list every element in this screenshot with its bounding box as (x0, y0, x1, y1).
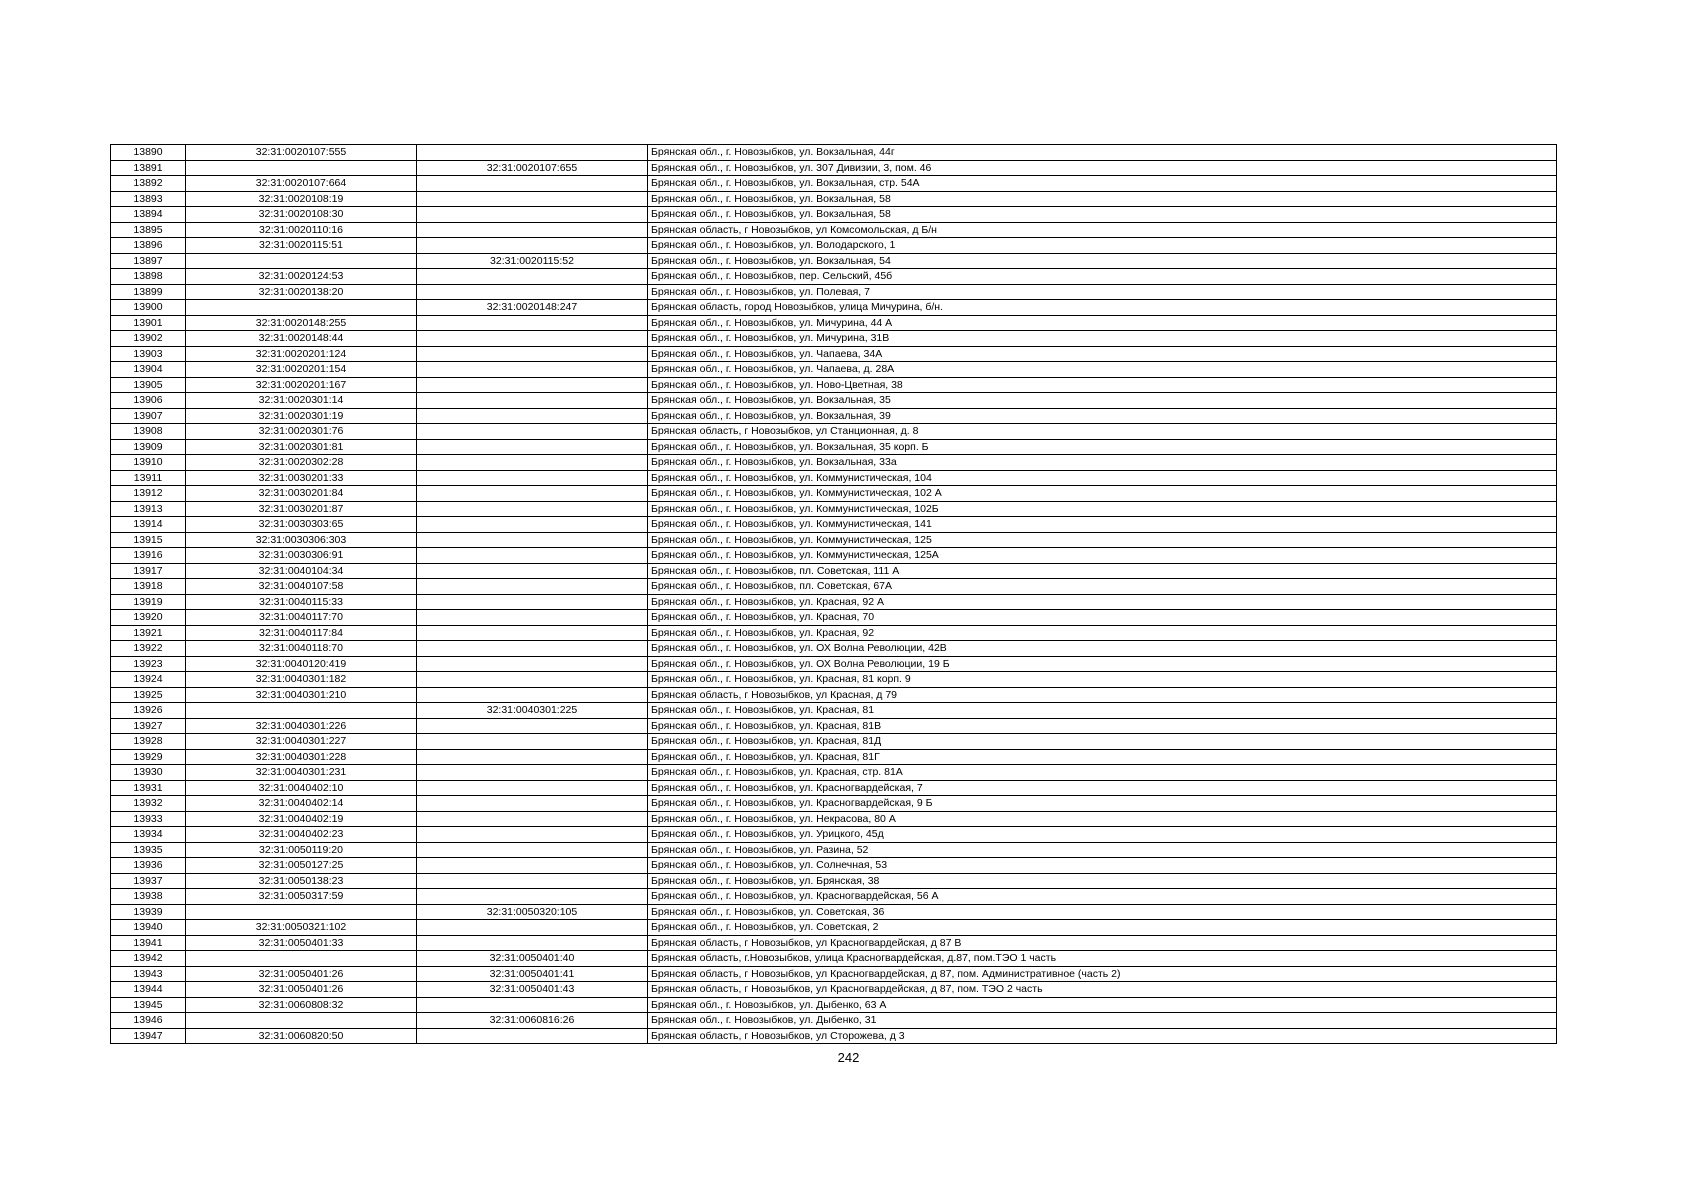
object-number-cell (417, 424, 648, 440)
cadastral-number-cell: 32:31:0050401:33 (186, 935, 417, 951)
cadastral-number-cell: 32:31:0020107:555 (186, 145, 417, 161)
address-cell: Брянская обл., г. Новозыбков, ул. Советская, 2 (648, 920, 1557, 936)
object-number-cell (417, 827, 648, 843)
address-cell: Брянская обл., г. Новозыбков, ул. Красная, 81Д (648, 734, 1557, 750)
row-number-cell: 13918 (111, 579, 186, 595)
address-cell: Брянская область, г Новозыбков, ул Станционная, д. 8 (648, 424, 1557, 440)
object-number-cell (417, 408, 648, 424)
row-number-cell: 13901 (111, 315, 186, 331)
object-number-cell (417, 796, 648, 812)
object-number-cell: 32:31:0050401:40 (417, 951, 648, 967)
cadastral-number-cell: 32:31:0020302:28 (186, 455, 417, 471)
table-row (111, 191, 1557, 207)
row-number-cell: 13906 (111, 393, 186, 409)
cadastral-table (110, 144, 1557, 1044)
table-row (111, 238, 1557, 254)
object-number-cell (417, 811, 648, 827)
table-row (111, 873, 1557, 889)
table-row (111, 160, 1557, 176)
object-number-cell (417, 625, 648, 641)
address-cell: Брянская обл., г. Новозыбков, ул. Коммунистическая, 141 (648, 517, 1557, 533)
table-row (111, 765, 1557, 781)
cadastral-number-cell (186, 1013, 417, 1029)
table-row (111, 641, 1557, 657)
cadastral-number-cell: 32:31:0020107:664 (186, 176, 417, 192)
address-cell: Брянская обл., г. Новозыбков, ул. Ново-Цветная, 38 (648, 377, 1557, 393)
address-cell: Брянская обл., г. Новозыбков, ул. Дыбенко, 63 А (648, 997, 1557, 1013)
table-row (111, 579, 1557, 595)
address-cell: Брянская обл., г. Новозыбков, пер. Сельский, 45б (648, 269, 1557, 285)
address-cell: Брянская обл., г. Новозыбков, ул. ОХ Волна Революции, 42В (648, 641, 1557, 657)
address-cell: Брянская область, город Новозыбков, улица Мичурина, б/н. (648, 300, 1557, 316)
row-number-cell: 13910 (111, 455, 186, 471)
table-row (111, 718, 1557, 734)
address-cell: Брянская обл., г. Новозыбков, ул. Красногвардейская, 9 Б (648, 796, 1557, 812)
cadastral-number-cell: 32:31:0060820:50 (186, 1028, 417, 1044)
cadastral-number-cell: 32:31:0040104:34 (186, 563, 417, 579)
cadastral-number-cell: 32:31:0020301:81 (186, 439, 417, 455)
table-row (111, 656, 1557, 672)
page-number: 242 (837, 1050, 860, 1065)
table-row (111, 346, 1557, 362)
object-number-cell (417, 718, 648, 734)
address-cell: Брянская обл., г. Новозыбков, ул. Советская, 36 (648, 904, 1557, 920)
cadastral-number-cell: 32:31:0030303:65 (186, 517, 417, 533)
object-number-cell (417, 765, 648, 781)
row-number-cell: 13903 (111, 346, 186, 362)
cadastral-number-cell: 32:31:0040402:19 (186, 811, 417, 827)
table-row (111, 889, 1557, 905)
object-number-cell (417, 501, 648, 517)
cadastral-number-cell: 32:31:0040115:33 (186, 594, 417, 610)
address-cell: Брянская обл., г. Новозыбков, ул. Красногвардейская, 56 А (648, 889, 1557, 905)
table-row (111, 408, 1557, 424)
row-number-cell: 13909 (111, 439, 186, 455)
address-cell: Брянская область, г Новозыбков, ул Красногвардейская, д 87 В (648, 935, 1557, 951)
row-number-cell: 13913 (111, 501, 186, 517)
address-cell: Брянская обл., г. Новозыбков, ул. Солнечная, 53 (648, 858, 1557, 874)
cadastral-number-cell: 32:31:0020301:19 (186, 408, 417, 424)
table-row (111, 827, 1557, 843)
cadastral-number-cell: 32:31:0040120:419 (186, 656, 417, 672)
address-cell: Брянская обл., г. Новозыбков, ул. Урицкого, 45д (648, 827, 1557, 843)
cadastral-number-cell: 32:31:0040301:228 (186, 749, 417, 765)
cadastral-number-cell (186, 160, 417, 176)
table-row (111, 331, 1557, 347)
table-row (111, 548, 1557, 564)
cadastral-number-cell: 32:31:0030201:84 (186, 486, 417, 502)
row-number-cell: 13912 (111, 486, 186, 502)
row-number-cell: 13916 (111, 548, 186, 564)
object-number-cell (417, 997, 648, 1013)
object-number-cell (417, 470, 648, 486)
table-row (111, 501, 1557, 517)
row-number-cell: 13947 (111, 1028, 186, 1044)
table-row (111, 904, 1557, 920)
row-number-cell: 13940 (111, 920, 186, 936)
row-number-cell: 13902 (111, 331, 186, 347)
cadastral-number-cell (186, 904, 417, 920)
cadastral-number-cell: 32:31:0040301:227 (186, 734, 417, 750)
cadastral-number-cell: 32:31:0020148:44 (186, 331, 417, 347)
address-cell: Брянская обл., г. Новозыбков, ул. Вокзальная, 54 (648, 253, 1557, 269)
object-number-cell (417, 935, 648, 951)
cadastral-number-cell: 32:31:0020148:255 (186, 315, 417, 331)
object-number-cell (417, 532, 648, 548)
address-cell: Брянская обл., г. Новозыбков, ул. Красная, 70 (648, 610, 1557, 626)
address-cell: Брянская обл., г. Новозыбков, ул. Коммунистическая, 104 (648, 470, 1557, 486)
object-number-cell: 32:31:0020115:52 (417, 253, 648, 269)
cadastral-number-cell: 32:31:0020301:76 (186, 424, 417, 440)
row-number-cell: 13935 (111, 842, 186, 858)
address-cell: Брянская обл., г. Новозыбков, ул. Чапаева, 34А (648, 346, 1557, 362)
address-cell: Брянская обл., г. Новозыбков, ул. Красная, 81В (648, 718, 1557, 734)
object-number-cell (417, 687, 648, 703)
address-cell: Брянская обл., г. Новозыбков, пл. Советская, 111 А (648, 563, 1557, 579)
table-row (111, 284, 1557, 300)
table-row (111, 362, 1557, 378)
table-row (111, 749, 1557, 765)
object-number-cell (417, 238, 648, 254)
address-cell: Брянская обл., г. Новозыбков, ул. Вокзальная, 39 (648, 408, 1557, 424)
row-number-cell: 13924 (111, 672, 186, 688)
object-number-cell (417, 346, 648, 362)
object-number-cell (417, 780, 648, 796)
table-row (111, 517, 1557, 533)
row-number-cell: 13927 (111, 718, 186, 734)
table-row (111, 176, 1557, 192)
cadastral-number-cell: 32:31:0040301:226 (186, 718, 417, 734)
address-cell: Брянская область, г Новозыбков, ул Красная, д 79 (648, 687, 1557, 703)
row-number-cell: 13900 (111, 300, 186, 316)
object-number-cell: 32:31:0050401:41 (417, 966, 648, 982)
object-number-cell (417, 393, 648, 409)
address-cell: Брянская обл., г. Новозыбков, ул. Вокзальная, 58 (648, 191, 1557, 207)
cadastral-number-cell: 32:31:0050138:23 (186, 873, 417, 889)
cadastral-number-cell (186, 951, 417, 967)
cadastral-number-cell: 32:31:0050321:102 (186, 920, 417, 936)
table-row (111, 734, 1557, 750)
row-number-cell: 13933 (111, 811, 186, 827)
address-cell: Брянская обл., г. Новозыбков, ул. Мичурина, 31В (648, 331, 1557, 347)
address-cell: Брянская обл., г. Новозыбков, ул. Вокзальная, 58 (648, 207, 1557, 223)
object-number-cell (417, 455, 648, 471)
cadastral-number-cell: 32:31:0040301:182 (186, 672, 417, 688)
object-number-cell (417, 145, 648, 161)
address-cell: Брянская обл., г. Новозыбков, ул. Некрасова, 80 А (648, 811, 1557, 827)
object-number-cell (417, 284, 648, 300)
table-row (111, 455, 1557, 471)
row-number-cell: 13942 (111, 951, 186, 967)
row-number-cell: 13922 (111, 641, 186, 657)
address-cell: Брянская область, г Новозыбков, ул Красногвардейская, д 87, пом. ТЭО 2 часть (648, 982, 1557, 998)
table-row (111, 424, 1557, 440)
cadastral-number-cell: 32:31:0020124:53 (186, 269, 417, 285)
cadastral-number-cell: 32:31:0040118:70 (186, 641, 417, 657)
table-row (111, 269, 1557, 285)
object-number-cell (417, 858, 648, 874)
cadastral-number-cell: 32:31:0040301:210 (186, 687, 417, 703)
table-row (111, 780, 1557, 796)
row-number-cell: 13946 (111, 1013, 186, 1029)
address-cell: Брянская область, г.Новозыбков, улица Красногвардейская, д.87, пом.ТЭО 1 часть (648, 951, 1557, 967)
address-cell: Брянская обл., г. Новозыбков, ул. Вокзальная, 33а (648, 455, 1557, 471)
table-row (111, 1028, 1557, 1044)
table-row (111, 951, 1557, 967)
address-cell: Брянская обл., г. Новозыбков, ул. Полевая, 7 (648, 284, 1557, 300)
row-number-cell: 13914 (111, 517, 186, 533)
address-cell: Брянская обл., г. Новозыбков, ул. Дыбенко, 31 (648, 1013, 1557, 1029)
table-row (111, 439, 1557, 455)
address-cell: Брянская обл., г. Новозыбков, ул. Красная, 81 (648, 703, 1557, 719)
table-row (111, 610, 1557, 626)
address-cell: Брянская обл., г. Новозыбков, пл. Советская, 67А (648, 579, 1557, 595)
row-number-cell: 13926 (111, 703, 186, 719)
address-cell: Брянская обл., г. Новозыбков, ул. Разина, 52 (648, 842, 1557, 858)
row-number-cell: 13943 (111, 966, 186, 982)
cadastral-number-cell: 32:31:0050401:26 (186, 982, 417, 998)
cadastral-number-cell: 32:31:0030306:303 (186, 532, 417, 548)
address-cell: Брянская обл., г. Новозыбков, ул. Красная, 81 корп. 9 (648, 672, 1557, 688)
cadastral-number-cell: 32:31:0040107:58 (186, 579, 417, 595)
address-cell: Брянская обл., г. Новозыбков, ул. Володарского, 1 (648, 238, 1557, 254)
table-row (111, 920, 1557, 936)
address-cell: Брянская обл., г. Новозыбков, ул. Красная, 92 А (648, 594, 1557, 610)
row-number-cell: 13937 (111, 873, 186, 889)
row-number-cell: 13908 (111, 424, 186, 440)
cadastral-number-cell: 32:31:0020108:19 (186, 191, 417, 207)
address-cell: Брянская обл., г. Новозыбков, ул. Коммунистическая, 102Б (648, 501, 1557, 517)
address-cell: Брянская обл., г. Новозыбков, ул. Брянская, 38 (648, 873, 1557, 889)
cadastral-number-cell: 32:31:0020201:167 (186, 377, 417, 393)
address-cell: Брянская обл., г. Новозыбков, ул. Вокзальная, стр. 54А (648, 176, 1557, 192)
row-number-cell: 13939 (111, 904, 186, 920)
cadastral-table-body (111, 145, 1557, 1044)
object-number-cell (417, 873, 648, 889)
object-number-cell (417, 889, 648, 905)
address-cell: Брянская область, г Новозыбков, ул Сторожева, д 3 (648, 1028, 1557, 1044)
table-row (111, 253, 1557, 269)
table-row (111, 145, 1557, 161)
row-number-cell: 13917 (111, 563, 186, 579)
table-row (111, 796, 1557, 812)
row-number-cell: 13897 (111, 253, 186, 269)
cadastral-number-cell: 32:31:0030201:87 (186, 501, 417, 517)
address-cell: Брянская обл., г. Новозыбков, ул. Вокзальная, 35 корп. Б (648, 439, 1557, 455)
table-row (111, 966, 1557, 982)
object-number-cell (417, 269, 648, 285)
address-cell: Брянская обл., г. Новозыбков, ул. Красная, 92 (648, 625, 1557, 641)
object-number-cell (417, 548, 648, 564)
address-cell: Брянская обл., г. Новозыбков, ул. Коммунистическая, 102 А (648, 486, 1557, 502)
row-number-cell: 13941 (111, 935, 186, 951)
table-row (111, 470, 1557, 486)
row-number-cell: 13896 (111, 238, 186, 254)
address-cell: Брянская область, г Новозыбков, ул Комсомольская, д Б/н (648, 222, 1557, 238)
cadastral-number-cell (186, 300, 417, 316)
row-number-cell: 13907 (111, 408, 186, 424)
object-number-cell (417, 191, 648, 207)
row-number-cell: 13899 (111, 284, 186, 300)
object-number-cell (417, 222, 648, 238)
table-row (111, 703, 1557, 719)
row-number-cell: 13944 (111, 982, 186, 998)
row-number-cell: 13938 (111, 889, 186, 905)
row-number-cell: 13932 (111, 796, 186, 812)
table-row (111, 594, 1557, 610)
object-number-cell (417, 517, 648, 533)
table-row (111, 1013, 1557, 1029)
table-row (111, 377, 1557, 393)
cadastral-number-cell: 32:31:0030306:91 (186, 548, 417, 564)
table-row (111, 842, 1557, 858)
object-number-cell (417, 594, 648, 610)
cadastral-number-cell: 32:31:0020138:20 (186, 284, 417, 300)
address-cell: Брянская обл., г. Новозыбков, ул. Коммунистическая, 125А (648, 548, 1557, 564)
object-number-cell (417, 207, 648, 223)
cadastral-number-cell: 32:31:0020115:51 (186, 238, 417, 254)
cadastral-number-cell: 32:31:0050119:20 (186, 842, 417, 858)
row-number-cell: 13923 (111, 656, 186, 672)
table-row (111, 625, 1557, 641)
cadastral-number-cell: 32:31:0040117:70 (186, 610, 417, 626)
object-number-cell (417, 734, 648, 750)
table-row (111, 300, 1557, 316)
cadastral-number-cell (186, 253, 417, 269)
address-cell: Брянская обл., г. Новозыбков, ул. ОХ Волна Революции, 19 Б (648, 656, 1557, 672)
row-number-cell: 13890 (111, 145, 186, 161)
address-cell: Брянская обл., г. Новозыбков, ул. Вокзальная, 44г (648, 145, 1557, 161)
object-number-cell (417, 377, 648, 393)
address-cell: Брянская обл., г. Новозыбков, ул. Красная, 81Г (648, 749, 1557, 765)
object-number-cell: 32:31:0020107:655 (417, 160, 648, 176)
table-row (111, 563, 1557, 579)
address-cell: Брянская обл., г. Новозыбков, ул. Мичурина, 44 А (648, 315, 1557, 331)
row-number-cell: 13895 (111, 222, 186, 238)
object-number-cell (417, 749, 648, 765)
cadastral-number-cell (186, 703, 417, 719)
address-cell: Брянская область, г Новозыбков, ул Красногвардейская, д 87, пом. Административное (часть 2) (648, 966, 1557, 982)
row-number-cell: 13931 (111, 780, 186, 796)
object-number-cell (417, 486, 648, 502)
row-number-cell: 13919 (111, 594, 186, 610)
object-number-cell: 32:31:0050320:105 (417, 904, 648, 920)
cadastral-number-cell: 32:31:0020110:16 (186, 222, 417, 238)
object-number-cell (417, 672, 648, 688)
cadastral-number-cell: 32:31:0040301:231 (186, 765, 417, 781)
row-number-cell: 13894 (111, 207, 186, 223)
row-number-cell: 13892 (111, 176, 186, 192)
table-row (111, 486, 1557, 502)
address-cell: Брянская обл., г. Новозыбков, ул. 307 Дивизии, 3, пом. 46 (648, 160, 1557, 176)
cadastral-number-cell: 32:31:0050317:59 (186, 889, 417, 905)
row-number-cell: 13891 (111, 160, 186, 176)
object-number-cell: 32:31:0060816:26 (417, 1013, 648, 1029)
table-row (111, 997, 1557, 1013)
row-number-cell: 13934 (111, 827, 186, 843)
address-cell: Брянская обл., г. Новозыбков, ул. Вокзальная, 35 (648, 393, 1557, 409)
row-number-cell: 13928 (111, 734, 186, 750)
row-number-cell: 13915 (111, 532, 186, 548)
object-number-cell (417, 439, 648, 455)
row-number-cell: 13904 (111, 362, 186, 378)
object-number-cell (417, 176, 648, 192)
row-number-cell: 13929 (111, 749, 186, 765)
object-number-cell: 32:31:0020148:247 (417, 300, 648, 316)
cadastral-number-cell: 32:31:0040402:23 (186, 827, 417, 843)
row-number-cell: 13898 (111, 269, 186, 285)
table-row (111, 672, 1557, 688)
cadastral-number-cell: 32:31:0020108:30 (186, 207, 417, 223)
table-row (111, 687, 1557, 703)
object-number-cell (417, 656, 648, 672)
row-number-cell: 13911 (111, 470, 186, 486)
object-number-cell (417, 315, 648, 331)
object-number-cell (417, 362, 648, 378)
cadastral-number-cell: 32:31:0050401:26 (186, 966, 417, 982)
row-number-cell: 13921 (111, 625, 186, 641)
cadastral-number-cell: 32:31:0060808:32 (186, 997, 417, 1013)
row-number-cell: 13936 (111, 858, 186, 874)
cadastral-number-cell: 32:31:0020301:14 (186, 393, 417, 409)
object-number-cell (417, 842, 648, 858)
table-row (111, 811, 1557, 827)
table-row (111, 858, 1557, 874)
address-cell: Брянская обл., г. Новозыбков, ул. Красная, стр. 81А (648, 765, 1557, 781)
address-cell: Брянская обл., г. Новозыбков, ул. Чапаева, д. 28А (648, 362, 1557, 378)
cadastral-number-cell: 32:31:0040117:84 (186, 625, 417, 641)
cadastral-number-cell: 32:31:0020201:124 (186, 346, 417, 362)
row-number-cell: 13905 (111, 377, 186, 393)
row-number-cell: 13945 (111, 997, 186, 1013)
cadastral-number-cell: 32:31:0050127:25 (186, 858, 417, 874)
address-cell: Брянская обл., г. Новозыбков, ул. Коммунистическая, 125 (648, 532, 1557, 548)
object-number-cell (417, 920, 648, 936)
address-cell: Брянская обл., г. Новозыбков, ул. Красногвардейская, 7 (648, 780, 1557, 796)
table-row (111, 935, 1557, 951)
cadastral-number-cell: 32:31:0040402:14 (186, 796, 417, 812)
row-number-cell: 13893 (111, 191, 186, 207)
table-row (111, 315, 1557, 331)
row-number-cell: 13930 (111, 765, 186, 781)
object-number-cell (417, 641, 648, 657)
row-number-cell: 13920 (111, 610, 186, 626)
table-row (111, 393, 1557, 409)
cadastral-number-cell: 32:31:0030201:33 (186, 470, 417, 486)
table-row (111, 207, 1557, 223)
object-number-cell (417, 579, 648, 595)
cadastral-number-cell: 32:31:0040402:10 (186, 780, 417, 796)
object-number-cell (417, 331, 648, 347)
object-number-cell (417, 610, 648, 626)
table-row (111, 222, 1557, 238)
object-number-cell (417, 1028, 648, 1044)
object-number-cell: 32:31:0040301:225 (417, 703, 648, 719)
table-row (111, 532, 1557, 548)
row-number-cell: 13925 (111, 687, 186, 703)
object-number-cell: 32:31:0050401:43 (417, 982, 648, 998)
object-number-cell (417, 563, 648, 579)
cadastral-number-cell: 32:31:0020201:154 (186, 362, 417, 378)
table-row (111, 982, 1557, 998)
